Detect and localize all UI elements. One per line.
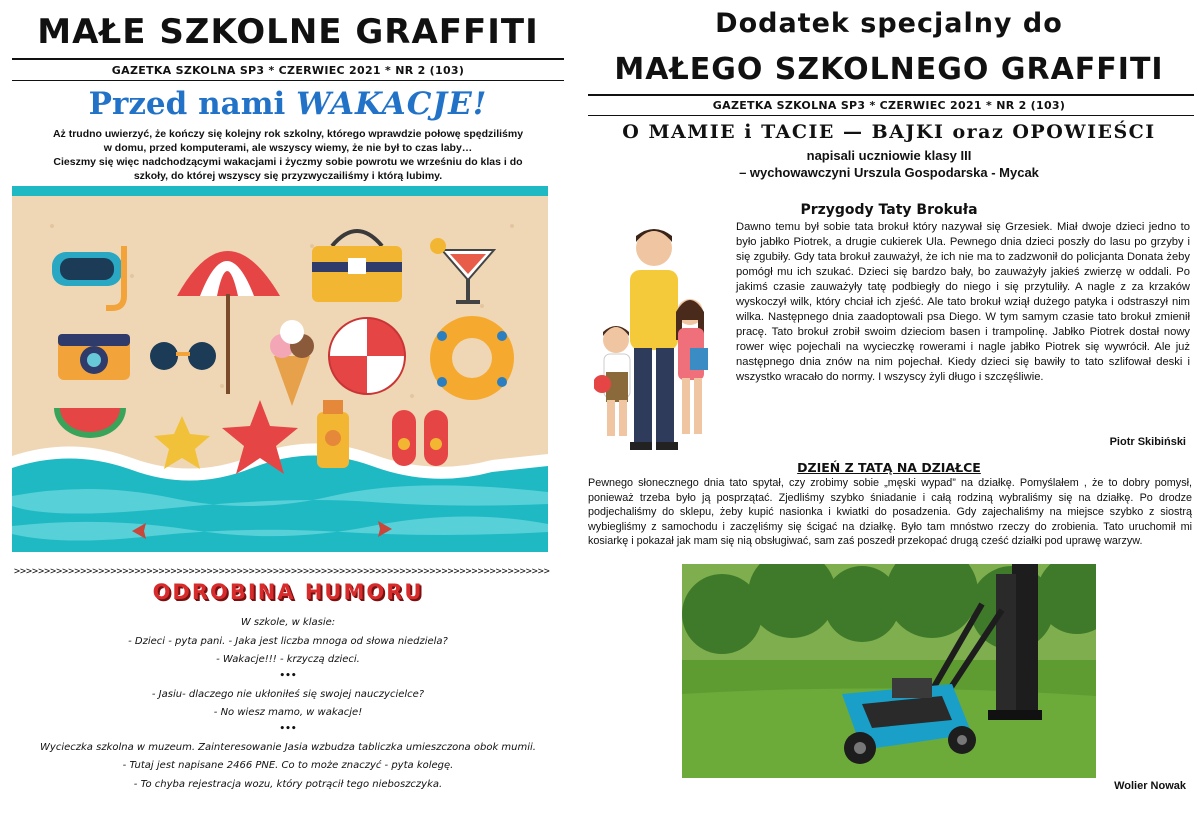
beach-illustration (12, 186, 548, 552)
section-subtitle: napisali uczniowie klasy III (806, 148, 972, 163)
intro-line: szkoły, do której wszyscy się przyzwyczailiśmy i którą lubimy. (133, 170, 443, 182)
supplement-masthead: MAŁEGO SZKOLNEGO GRAFFITI (614, 52, 1164, 87)
lawnmower-photo (682, 564, 1096, 778)
story1-title: Przygody Taty Brokuła (800, 202, 978, 218)
family-illustration (594, 220, 734, 460)
section-teacher: – wychowawczyni Urszula Gospodarska - Mycak (739, 165, 1039, 180)
intro-line: Cieszmy się więc nadchodzącymi wakacjami i życzmy sobie powrotu we wrześniu do klas i do (53, 156, 523, 168)
left-page (0, 0, 576, 816)
issue-line: GAZETKA SZKOLNA SP3 * CZERWIEC 2021 * NR 2 (103) (712, 99, 1066, 112)
story2-body: Pewnego słonecznego dnia tato spytał, czy zrobimy sobie „męski wypad” na działkę. Pomyślałem , że to dobry pomysł, ponieważ trzeba było ją posprzątać. Zjedliśmy szybko śniadanie i całą rodziną wybraliśmy się na działkę. Po drodze podjechaliśmy do sklepu, żeby kupić nasionka i kwiatki do posadzenia. Gdy zajechaliśmy na miejsce szybko z siostrą wybiegliśmy z samochodu i zaczęliśmy się ścigać na działkę. Było tam mnóstwo rzeczy do zrobienia. Tato uruchomił mi kosiarkę i pokazał jak mam się nią obsługiwać, sam zaś poszedł przekopać drugą cześć działki pod uprawę warzyw. (588, 477, 1192, 548)
story2-title: DZIEŃ Z TATĄ NA DZIAŁCE (797, 460, 981, 475)
story1-body: Dawno temu był sobie tata brokuł który nazywał się Grzesiek. Miał dwoje dzieci jedno to było jabłko Piotrek, a drugie cukierek Ula. Pewnego dnia dzieci poszły do lasu po grzyby i się zgubiły. Gdy tata brokuł zauważył, że ich nie ma to zadzwonił do policjanta Donata żeby pomógł mu ich szukać. Dzieci się bardzo bały, bo zauważyły jakieś zwierzę w oddali. Po jakimś czasie zauważyły tatę podbiegły do niego i się przytuliły. A nagle z za krzaków wyskoczył wilk, który chciał ich zjeść. Ale tato brokuł wziął dużego patyka i odstraszył nim wilka. Następnego dnia zaadoptowali psa Diego. W tym samym czasie tato brokuł zmienił pracę. Tato brokuł zrobił swoim dzieciom basen i trampolinę. Jabłko Piotrek dostał nowy rower więc pojechali na wycieczkę rowerami i nagle jabłko Piotrek się wywrócił. Ale już następnego dnia znów na nim pojechał. Kiedy dzieci się bawiły to tato szlifował deski i wszystko wracało do normy. I wszyscy żyli długo i szczęśliwie. (736, 221, 1190, 383)
intro-line: w domu, przed komputerami, ale wszyscy wiemy, że nie był to czas laby… (103, 142, 473, 154)
joke-separator: ••• (279, 670, 297, 681)
right-page (584, 0, 1200, 816)
masthead-rule (588, 94, 1194, 96)
headline (0, 86, 576, 122)
story2-author: Wolier Nowak (1114, 780, 1186, 792)
divider-arrows: >>>>>>>>>>>>>>>>>>>>>>>>>>>>>>>>>>>>>>>>>>>>>>>>>>>>>>>>>>>>>>>>>>>>>>>>>>>>>>>>>>>>>>>>> (14, 566, 550, 577)
joke-line: - Tutaj jest napisane 2466 PNE. Co to może znaczyć - pyta kolegę. (122, 760, 454, 771)
issue-rule (12, 80, 564, 81)
issue-rule (588, 115, 1194, 116)
joke-line: - To chyba rejestracja wozu, który potrącił tego nieboszczyka. (133, 778, 443, 790)
joke-line: - No wiesz mamo, w wakacje! (213, 707, 363, 718)
jokes (10, 614, 566, 794)
humor-title: ODROBINA HUMORU (152, 580, 424, 604)
intro-line: Aż trudno uwierzyć, że kończy się kolejny rok szkolny, którego wprawdzie połowę spędziliśmy (52, 128, 524, 140)
section-title: O MAMIE i TACIE — BAJKI oraz OPOWIEŚCI (622, 121, 1156, 143)
joke-separator: ••• (279, 723, 297, 734)
story1-author: Piotr Skibiński (1109, 436, 1186, 448)
headline-text: Przed nami (88, 86, 297, 122)
joke-line: W szkole, w klasie: (240, 617, 336, 628)
headline-caps: WAKACJE! (296, 86, 488, 122)
masthead-rule (12, 58, 564, 60)
issue-line: GAZETKA SZKOLNA SP3 * CZERWIEC 2021 * NR 2 (103) (111, 64, 465, 77)
supplement-title: Dodatek specjalny do (715, 8, 1063, 39)
masthead: MAŁE SZKOLNE GRAFFITI (37, 12, 539, 52)
joke-line: - Jasiu- dlaczego nie ukłoniłeś się swojej nauczycielce? (151, 688, 425, 700)
joke-line: - Wakacje!!! - krzyczą dzieci. (216, 654, 360, 665)
intro-paragraph (14, 127, 562, 183)
joke-line: - Dzieci - pyta pani. - Jaka jest liczba mnoga od słowa niedziela? (128, 635, 448, 647)
joke-line: Wycieczka szkolna w muzeum. Zainteresowanie Jasia wzbudza tabliczka umieszczona obok mumii. (40, 741, 536, 753)
